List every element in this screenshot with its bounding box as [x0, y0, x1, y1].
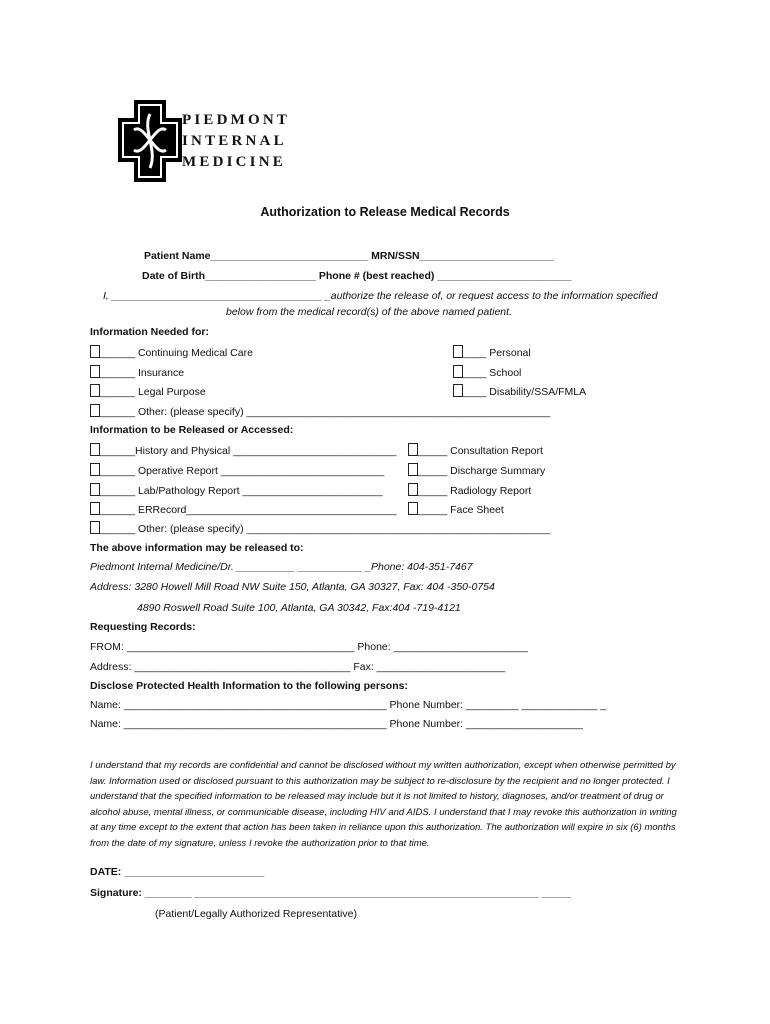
- checkbox-icon[interactable]: [408, 463, 418, 476]
- checkbox-icon[interactable]: [408, 443, 418, 456]
- checkbox-icon[interactable]: [90, 384, 100, 397]
- option-radiology-report[interactable]: _____ Radiology Report: [408, 483, 531, 497]
- option-personal[interactable]: ____ Personal: [453, 345, 531, 359]
- checkbox-icon[interactable]: [90, 365, 100, 378]
- disclose-name-line-2[interactable]: Name: _____________________________________________ Phone Number: ____________________: [90, 718, 583, 730]
- checkbox-icon[interactable]: [90, 443, 100, 456]
- requesting-address-line[interactable]: Address: _____________________________________ Fax: ______________________: [90, 661, 506, 673]
- option-er-record[interactable]: ______ ERRecord____________________________________: [90, 502, 397, 516]
- authorize-line[interactable]: I, ____________________________________ _authorize the release of, or request access to the information specified: [103, 290, 658, 302]
- date-of-birth-line[interactable]: Date of Birth___________________ Phone # (best reached) _______________________: [142, 270, 572, 282]
- logo-line-1: PIEDMONT: [182, 112, 291, 128]
- option-other-needed[interactable]: ______ Other: (please specify) ____________________________________________________: [90, 404, 550, 418]
- option-operative-report[interactable]: ______ Operative Report ____________________________: [90, 463, 384, 477]
- option-insurance[interactable]: ______ Insurance: [90, 365, 184, 379]
- checkbox-icon[interactable]: [408, 483, 418, 496]
- checkbox-icon[interactable]: [90, 521, 100, 534]
- checkbox-icon[interactable]: [408, 502, 418, 515]
- option-disability[interactable]: ____ Disability/SSA/FMLA: [453, 384, 586, 398]
- date-line[interactable]: DATE: ________________________: [90, 866, 265, 878]
- option-lab-pathology[interactable]: ______ Lab/Pathology Report ________________________: [90, 483, 383, 497]
- option-consultation-report[interactable]: _____ Consultation Report: [408, 443, 543, 457]
- section-heading-info-released: Information to be Released or Accessed:: [90, 424, 294, 436]
- checkbox-icon[interactable]: [90, 463, 100, 476]
- released-to-address-1: Address: 3280 Howell Mill Road NW Suite 150, Atlanta, GA 30327, Fax: 404 -350-0754: [90, 581, 495, 593]
- disclose-name-line-1[interactable]: Name: _____________________________________________ Phone Number: _________ _____________ _: [90, 699, 607, 711]
- option-discharge-summary[interactable]: _____ Discharge Summary: [408, 463, 545, 477]
- checkbox-icon[interactable]: [90, 502, 100, 515]
- document-title: Authorization to Release Medical Records: [260, 205, 510, 219]
- section-heading-info-needed: Information Needed for:: [90, 326, 210, 338]
- checkbox-icon[interactable]: [90, 345, 100, 358]
- checkbox-icon[interactable]: [453, 384, 463, 397]
- checkbox-icon[interactable]: [90, 404, 100, 417]
- checkbox-icon[interactable]: [453, 345, 463, 358]
- cross-logo-icon: [118, 100, 182, 182]
- option-continuing-care[interactable]: ______ Continuing Medical Care: [90, 345, 253, 359]
- authorize-line-2: below from the medical record(s) of the above named patient.: [226, 306, 512, 318]
- section-heading-disclose: Disclose Protected Health Information to the following persons:: [90, 680, 408, 692]
- released-to-address-2: 4890 Roswell Road Suite 100, Atlanta, GA 30342, Fax:404 -719-4121: [137, 602, 461, 614]
- option-legal[interactable]: ______ Legal Purpose: [90, 384, 206, 398]
- logo-line-3: MEDICINE: [182, 154, 286, 170]
- logo: [118, 100, 308, 182]
- released-to-doctor-line[interactable]: Piedmont Internal Medicine/Dr. __________ ___________ _Phone: 404-351-7467: [90, 561, 473, 573]
- checkbox-icon[interactable]: [453, 365, 463, 378]
- option-school[interactable]: ____ School: [453, 365, 521, 379]
- signature-caption: (Patient/Legally Authorized Representative): [155, 908, 357, 920]
- logo-line-2: INTERNAL: [182, 133, 287, 149]
- section-heading-released-to: The above information may be released to:: [90, 542, 304, 554]
- option-face-sheet[interactable]: _____ Face Sheet: [408, 502, 504, 516]
- requesting-from-line[interactable]: FROM: _______________________________________ Phone: _______________________: [90, 641, 528, 653]
- patient-name-line[interactable]: Patient Name___________________________ MRN/SSN_______________________: [144, 250, 554, 262]
- checkbox-icon[interactable]: [90, 483, 100, 496]
- consent-paragraph: I understand that my records are confidential and cannot be disclosed without my written authorization, except when otherwise permitted by law. Information used or disclosed pursuant to this authorization may be subject to re-disclosure by the recipient and no longer protected. I understand that the specified information to be released may include but it is not limited to history, diagnoses, and/or treatment of drug or alcohol abuse, mental illness, or communicable disease, including HIV and AIDS. I understand that I may revoke this authorization in writing at any time except to the extent that action has been taken in reliance upon this authorization. The authorization will expire in six (6) months from the date of my signature, unless I revoke the authorization prior to that time.: [90, 760, 677, 849]
- option-other-released[interactable]: ______ Other: (please specify) ____________________________________________________: [90, 521, 550, 535]
- signature-line[interactable]: Signature: ________ ___________________________________________________________ _____: [90, 887, 572, 899]
- section-heading-requesting: Requesting Records:: [90, 621, 196, 633]
- option-history-physical[interactable]: ______History and Physical ____________________________: [90, 443, 397, 457]
